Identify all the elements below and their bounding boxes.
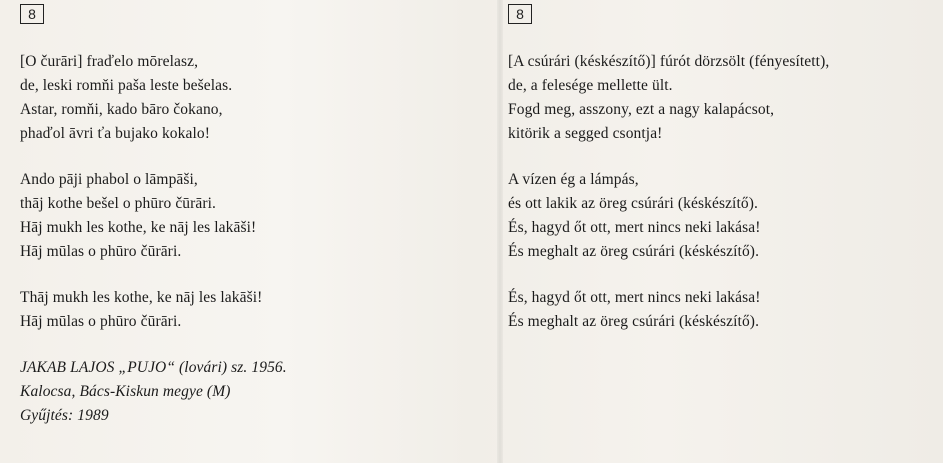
page-number-box: 8 — [508, 4, 532, 24]
verse-line: és ott lakik az öreg csúrári (késkészítő). — [508, 195, 758, 212]
left-column — [20, 4, 490, 428]
source-attribution — [20, 356, 490, 428]
verse-line: Fogd meg, asszony, ezt a nagy kalapácsot, — [508, 101, 775, 118]
page-gutter — [497, 0, 503, 463]
verse-line: [O čurāri] fraďelo mōrelasz, — [20, 53, 199, 70]
stanza-3 — [508, 286, 938, 334]
singer-line: JAKAB LAJOS „PUJO“ (lovári) sz. 1956. — [20, 359, 287, 376]
stanza-2 — [20, 168, 490, 264]
collection-year-line: Gyűjtés: 1989 — [20, 407, 109, 424]
verse-line: Ando pāji phabol o lāmpāši, — [20, 171, 198, 188]
verse-line: Hāj mūlas o phūro čūrāri. — [20, 313, 182, 330]
verse-line: [A csúrári (késkészítő)] fúrót dörzsölt (fényesített), — [508, 53, 830, 70]
page-number-box: 8 — [20, 4, 44, 24]
verse-line: phaďol āvri ťa bujako kokalo! — [20, 125, 210, 142]
stanza-3 — [20, 286, 490, 334]
stanza-1 — [508, 50, 938, 146]
verse-line: És, hagyd őt ott, mert nincs neki lakása! — [508, 289, 761, 306]
verse-line: thāj kothe bešel o phūro čūrāri. — [20, 195, 217, 212]
verse-line: de, leski romňi paša leste bešelas. — [20, 77, 233, 94]
verse-line: Hāj mukh les kothe, ke nāj les lakāši! — [20, 219, 257, 236]
verse-line: Thāj mukh les kothe, ke nāj les lakāši! — [20, 289, 263, 306]
verse-line: És meghalt az öreg csúrári (késkészítő). — [508, 313, 760, 330]
verse-line: És, hagyd őt ott, mert nincs neki lakása! — [508, 219, 761, 236]
verse-line: És meghalt az öreg csúrári (késkészítő). — [508, 243, 760, 260]
stanza-1 — [20, 50, 490, 146]
right-column — [508, 4, 938, 334]
stanza-2 — [508, 168, 938, 264]
verse-line: de, a felesége mellette ült. — [508, 77, 673, 94]
verse-line: Hāj mūlas o phūro čūrāri. — [20, 243, 182, 260]
verse-line: A vízen ég a lámpás, — [508, 171, 639, 188]
location-line: Kalocsa, Bács-Kiskun megye (M) — [20, 383, 231, 400]
verse-line: kitörik a segged csontja! — [508, 125, 663, 142]
verse-line: Astar, romňi, kado bāro čokano, — [20, 101, 223, 118]
